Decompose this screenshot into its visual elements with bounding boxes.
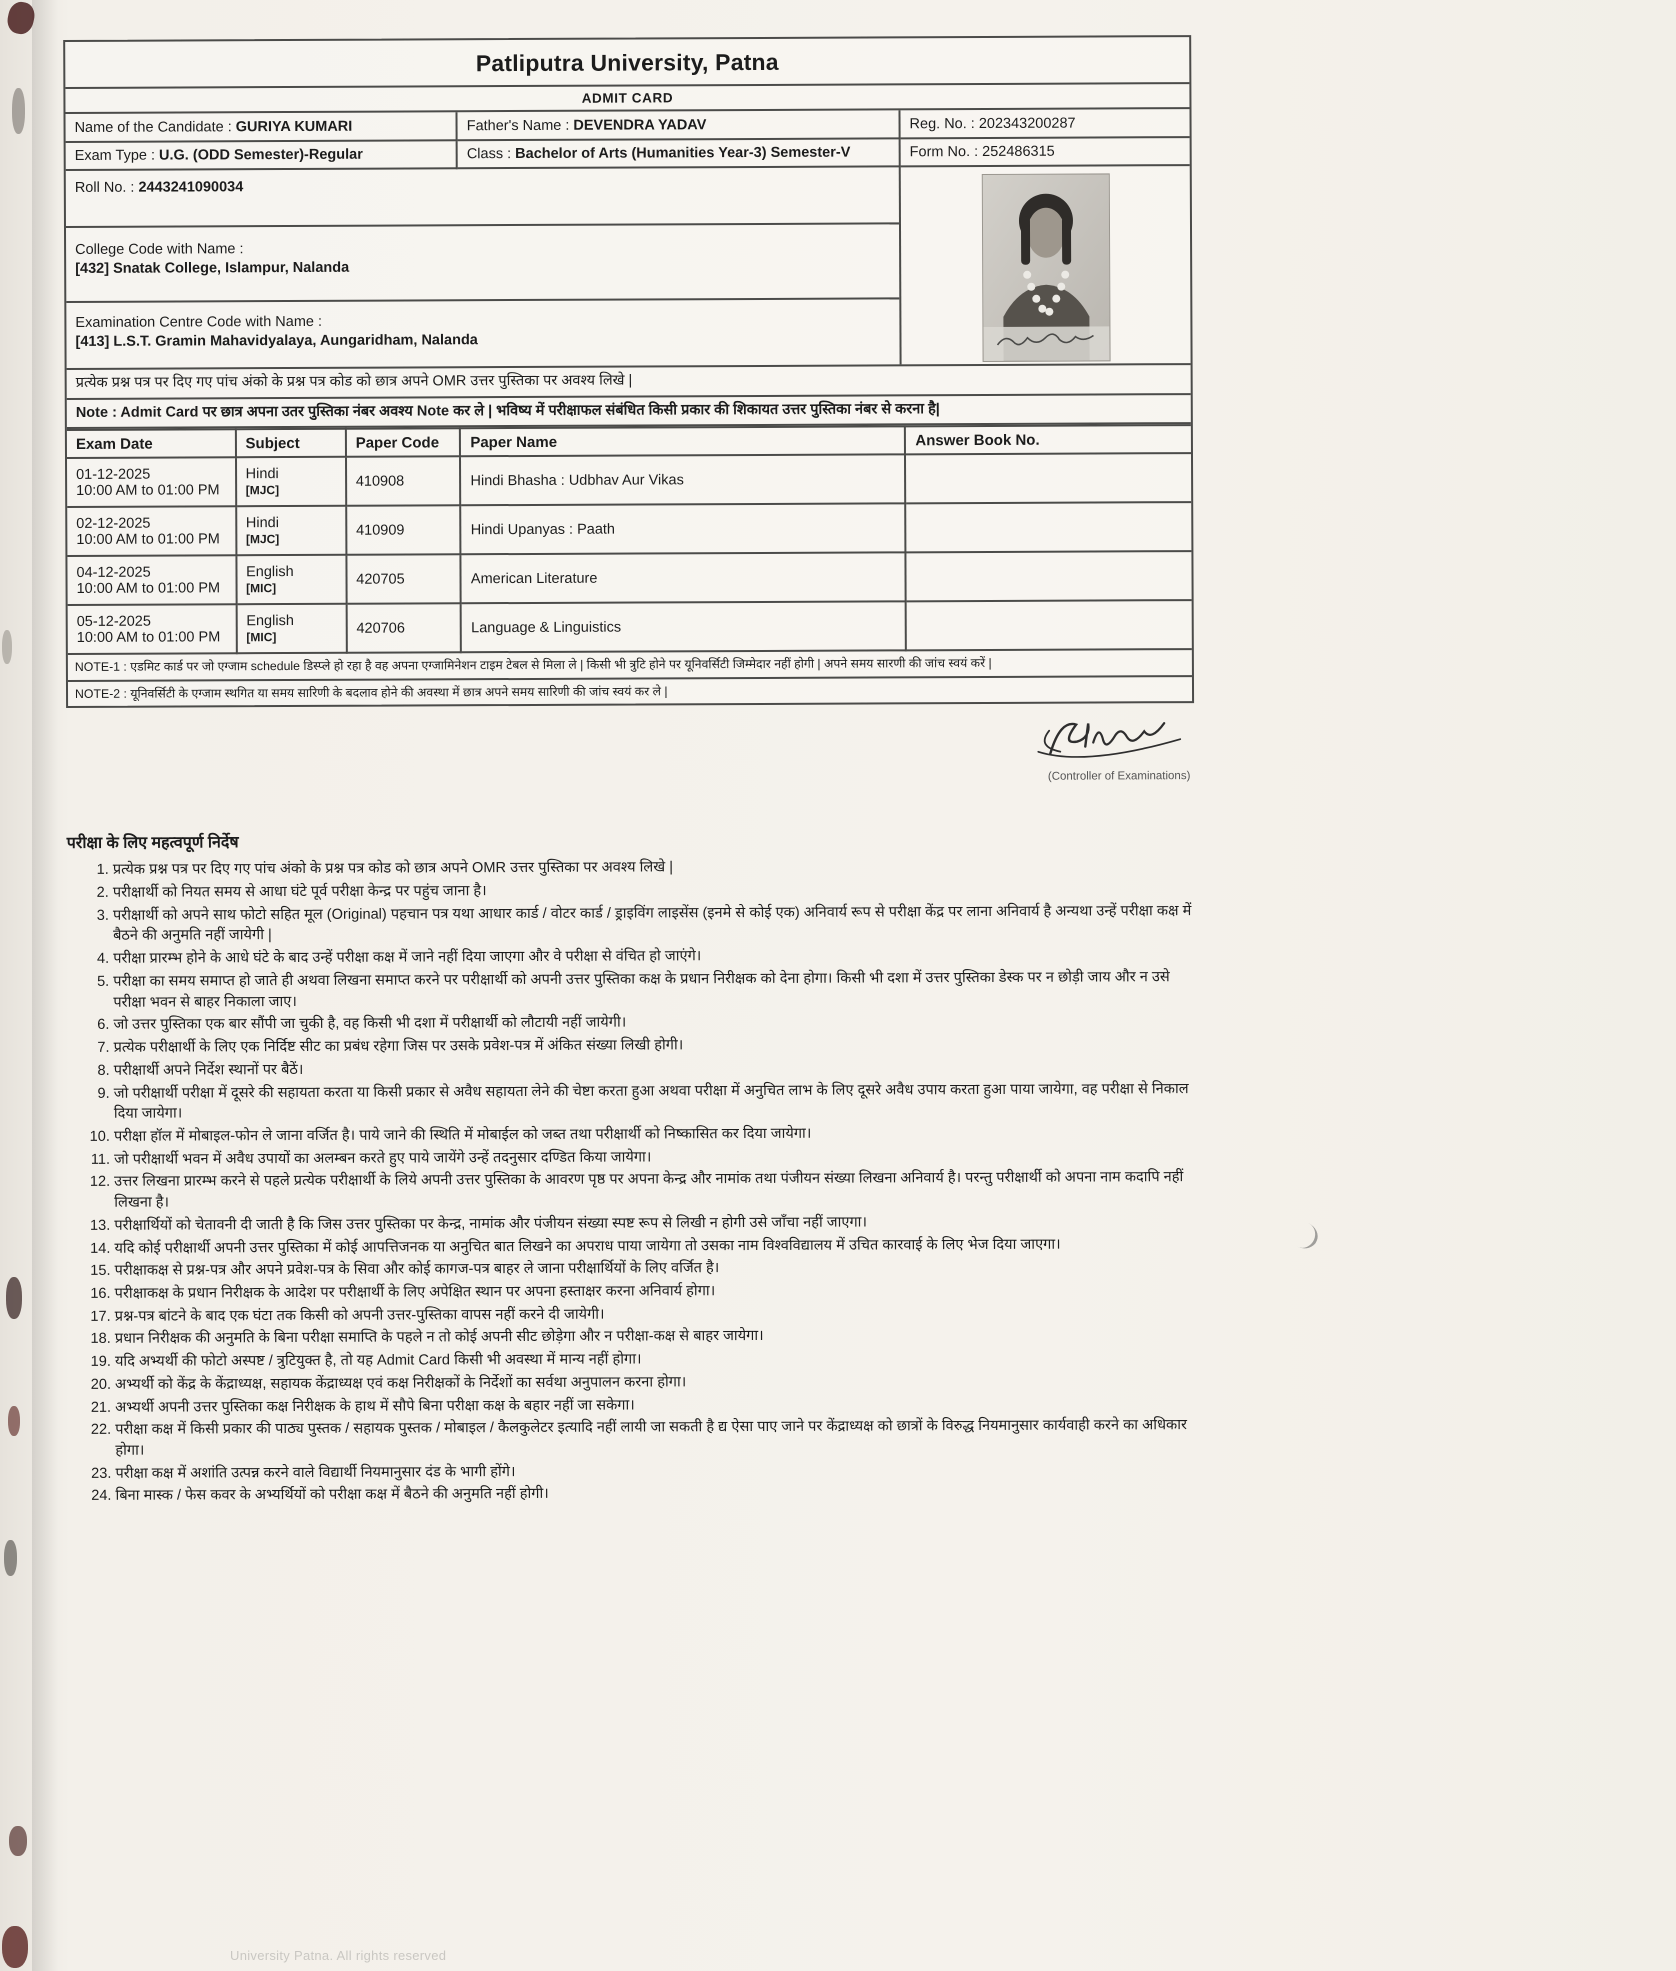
father-name-label: Father's Name :	[466, 117, 570, 134]
answer-book-cell	[905, 453, 1191, 503]
paper-name-cell: Language & Linguistics	[461, 601, 906, 652]
father-name-value: DEVENDRA YADAV	[573, 116, 707, 134]
instruction-item: 20. अभ्यर्थी को केंद्र के केंद्राध्यक्ष, सहायक केंद्राध्यक्ष एवं कक्ष निरीक्षकों के निर्देशों का सर्वथा अनुपालन करना होगा।	[115, 1370, 1197, 1395]
instruction-item: 9. जो परीक्षार्थी परीक्षा में दूसरे की सहायता करता या किसी प्रकार से अवैध सहायता लेने की चेष्टा करता हुआ अथवा परीक्षा में अनुचित लाभ के लिए दूसरे अवैध उपाय करता हुआ पाया जायेगा, वह परीक्षा से निकाल दिया जायेगा।	[114, 1079, 1196, 1125]
instruction-item: 19. यदि अभ्यर्थी की फोटो अस्पष्ट / त्रुटियुक्त है, तो यह Admit Card किसी भी अवस्था में मान्य नहीं होगा।	[115, 1347, 1197, 1372]
reg-no-value: 202343200287	[978, 115, 1076, 132]
admit-card	[63, 35, 1194, 708]
instruction-item: 10. परीक्षा हॉल में मोबाइल-फोन ले जाना वर्जित है। पाये जाने की स्थिति में मोबाईल को जब्त तथा परीक्षार्थी को निष्कासित कर दिया जायेगा।	[114, 1122, 1196, 1147]
instruction-item: 8. परीक्षार्थी अपने निर्देश स्थानों पर बैठें।	[114, 1056, 1196, 1081]
exam-time: 10:00 AM to 01:00 PM	[76, 481, 220, 499]
paper-code-cell: 420706	[346, 603, 461, 652]
instruction-item: 15. परीक्षाकक्ष से प्रश्न-पत्र और अपने प्रवेश-पत्र के सिवा और कोई कागज-पत्र बाहर ले जाना परीक्षार्थियों के लिए वर्जित है।	[115, 1256, 1197, 1281]
paper-name-cell: Hindi Upanyas : Paath	[461, 503, 906, 554]
instruction-item: 3. परीक्षार्थी को अपने साथ फोटो सहित मूल (Original) पहचान पत्र यथा आधार कार्ड / वोटर कार्ड / ड्राइविंग लाइसेंस (इनमे से कोई एक) अनिवार्य रूप से परीक्षा केंद्र पर लाना अनिवार्य है अन्यथा उन्हें परीक्षा कक्ष में बैठने की अनुमति नहीं जायेगी |	[113, 901, 1195, 947]
scan-mark	[12, 88, 25, 134]
subject: Hindi	[245, 515, 279, 532]
form-no-label: Form No. :	[909, 144, 979, 161]
candidate-photo	[982, 174, 1109, 361]
exam-date-cell	[67, 457, 236, 507]
exam-type-label: Exam Type :	[74, 147, 156, 164]
table-row	[67, 551, 1191, 605]
subject-cell	[236, 604, 346, 653]
instruction-item: 21. अभ्यर्थी अपनी उत्तर पुस्तिका कक्ष निरीक्षक के हाथ में सौपे बिना परीक्षा कक्ष के बहार नहीं जा सकेगा।	[115, 1393, 1197, 1418]
instruction-item: 4. परीक्षा प्रारम्भ होने के आधे घंटे के बाद उन्हें परीक्षा कक्ष में जाने नहीं दिया जाएगा और वे परीक्षा से वंचित हो जाएंगे।	[113, 944, 1195, 969]
exam-date: 05-12-2025	[76, 613, 151, 630]
paper-code-cell: 420705	[346, 554, 461, 603]
table-row	[67, 502, 1191, 556]
note-2: NOTE-2 : यूनिवर्सिटी के एग्जाम स्थगित या समय सारिणी के बदलाव होने की अवस्था में छात्र अपने समय सारिणी की जांच स्वयं कर ले |	[74, 684, 668, 701]
class-value: Bachelor of Arts (Humanities Year-3) Semester-V	[515, 144, 851, 163]
header-paper-code: Paper Code	[346, 428, 461, 456]
subject: English	[246, 564, 294, 581]
pen-mark	[1284, 1217, 1322, 1253]
roll-no-label: Roll No. :	[74, 179, 135, 196]
subject-tag: [MIC]	[246, 630, 277, 645]
exam-time: 10:00 AM to 01:00 PM	[76, 530, 220, 548]
class-cell	[457, 138, 900, 168]
class-label: Class :	[466, 146, 512, 163]
instruction-item: 23. परीक्षा कक्ष में अशांति उत्पन्न करने वाले विद्यार्थी नियमानुसार दंड के भागी होंगे।	[115, 1459, 1197, 1484]
scan-mark	[9, 1826, 27, 1856]
subject-tag: [MJC]	[245, 532, 280, 547]
instruction-item: 1. प्रत्येक प्रश्न पत्र पर दिए गए पांच अंको के प्रश्न पत्र कोड को छात्र अपने OMR उत्तर पुस्तिका पर अवश्य लिखे |	[113, 855, 1195, 880]
controller-signature-block	[66, 711, 1194, 787]
paper-code-cell: 410908	[346, 456, 461, 505]
roll-no-value: 2443241090034	[138, 179, 244, 196]
photo-cell	[899, 166, 1191, 364]
exam-time: 10:00 AM to 01:00 PM	[76, 628, 221, 646]
college-value: [432] Snatak College, Islampur, Nalanda	[75, 259, 350, 277]
exam-date: 01-12-2025	[76, 466, 151, 483]
answer-book-cell	[906, 600, 1192, 650]
subject: Hindi	[245, 466, 279, 483]
paper-name-cell: Hindi Bhasha : Udbhav Aur Vikas	[460, 454, 905, 505]
admit-card-note: Note : Admit Card पर छात्र अपना उतर पुस्तिका नंबर अवश्य Note कर ले | भविष्य में परीक्षाफल संबंधित किसी प्रकार की शिकायत उत्तर पुस्तिका नंबर से करना है|	[67, 395, 1191, 429]
instruction-item: 12. उत्तर लिखना प्रारम्भ करने से पहले प्रत्येक परीक्षार्थी के लिये अपनी उत्तर पुस्तिका के आवरण पृष्ठ पर अपना केन्द्र और नामांक तथा पंजीयन संख्या लिखना अनिवार्य है। परन्तु परीक्षार्थी को अपना नाम कदापि नहीं लिखना है।	[114, 1167, 1196, 1213]
exam-date: 02-12-2025	[76, 515, 151, 532]
exam-time: 10:00 AM to 01:00 PM	[76, 579, 221, 597]
paper-name-cell: American Literature	[461, 552, 906, 603]
exam-centre-label: Examination Centre Code with Name :	[75, 313, 323, 331]
form-no-value: 252486315	[982, 143, 1055, 160]
instructions-section	[67, 826, 1198, 1507]
instructions-title: परीक्षा के लिए महत्वपूर्ण निर्देष	[66, 834, 239, 853]
header-subject: Subject	[235, 429, 345, 457]
candidate-name-value: GURIYA KUMARI	[235, 118, 353, 135]
exam-date: 04-12-2025	[76, 564, 151, 581]
exam-schedule-table	[67, 424, 1192, 655]
instruction-item: 2. परीक्षार्थी को नियत समय से आधा घंटे पूर्व परीक्षा केन्द्र पर पहुंच जाना है।	[113, 878, 1195, 903]
instruction-item: 17. प्रश्न-पत्र बांटने के बाद एक घंटा तक किसी को अपनी उत्तर-पुस्तिका वापस नहीं करने दी जायेगी।	[115, 1302, 1197, 1327]
exam-type-value: U.G. (ODD Semester)-Regular	[158, 146, 363, 164]
signature-caption: (Controller of Examinations)	[1047, 770, 1191, 784]
university-title: Patliputra University, Patna	[475, 48, 779, 77]
scan-crease	[32, 0, 58, 1971]
subject-cell	[236, 457, 346, 506]
instruction-item: 22. परीक्षा कक्ष में किसी प्रकार की पाठ्य पुस्तक / सहायक पुस्तक / मोबाइल / कैलकुलेटर इत्यादि नहीं लायी जा सकती है द्य ऐसा पाए जाने पर केंद्राध्यक्ष को छात्रों के विरुद्ध नियमानुसार कार्यवाही करने का अधिकार होगा।	[115, 1415, 1197, 1461]
omr-note: प्रत्येक प्रश्न पत्र पर दिए गए पांच अंको के प्रश्न पत्र कोड को छात्र अपने OMR उत्तर पुस्तिका पर अवश्य लिखे |	[67, 365, 1191, 399]
header-exam-date: Exam Date	[67, 429, 236, 458]
candidate-info-table	[65, 109, 1189, 171]
form-no-cell	[900, 137, 1190, 166]
exam-type-cell	[66, 140, 457, 170]
instruction-item: 18. प्रधान निरीक्षक की अनुमति के बिना परीक्षा समाप्ति के पहले न तो कोई अपनी सीट छोड़ेगा और न परीक्षा-कक्ष से बाहर जायेगा।	[115, 1324, 1197, 1349]
subject-tag: [MJC]	[245, 483, 280, 498]
college-label: College Code with Name :	[75, 241, 244, 258]
subject-cell	[236, 555, 346, 604]
scan-mark	[2, 1926, 28, 1968]
instruction-item: 7. प्रत्येक परीक्षार्थी के लिए एक निर्दिष्ट सीट का प्रबंध रहेगा जिस पर उसके प्रवेश-पत्र में अंकित संख्या लिखी होगी।	[114, 1033, 1196, 1058]
instruction-item: 6. जो उत्तर पुस्तिका एक बार सौंपी जा चुकी है, वह किसी भी दशा में परीक्षार्थी को लौटायी नहीं जायेगी।	[113, 1010, 1195, 1035]
card-title: ADMIT CARD	[65, 82, 1189, 114]
instruction-item: 11. जो परीक्षार्थी भवन में अवैध उपायों का अलम्बन करते हुए पाये जायेंगे उन्हें तदनुसार दण्डित किया जायेगा।	[114, 1145, 1196, 1170]
candidate-name-label: Name of the Candidate :	[74, 118, 232, 136]
reg-no-cell	[899, 109, 1189, 138]
instruction-item: 14. यदि कोई परीक्षार्थी अपनी उत्तर पुस्तिका में कोई आपत्तिजनक या अनुचित बात लिखने का अपराध पाया जायेगा तो उसका नाम विश्वविद्यालय में उचित कारवाई के लिए भेज दिया जाएगा।	[114, 1234, 1196, 1259]
college-row	[66, 224, 899, 303]
subject: English	[246, 613, 294, 630]
table-row	[67, 453, 1191, 507]
paper-code-cell: 410909	[346, 505, 461, 554]
exam-date-cell	[67, 555, 236, 605]
instruction-item: 16. परीक्षाकक्ष के प्रधान निरीक्षक के आदेश पर परीक्षार्थी के लिए अपेक्षित स्थान पर अपना हस्ताक्षर करना अनिवार्य होगा।	[115, 1279, 1197, 1304]
instruction-item: 13. परीक्षार्थियों को चेतावनी दी जाती है कि जिस उत्तर पुस्तिका पर केन्द्र, नामांक और पंजीयन संख्या स्पष्ट रूप से लिखी न होगी उसे जाँचा नहीं जाएगा।	[114, 1211, 1196, 1236]
roll-photo-section	[66, 166, 1191, 370]
instruction-item: 5. परीक्षा का समय समाप्त हो जाते ही अथवा लिखना समाप्त करने पर परीक्षार्थी को अपनी उत्तर पुस्तिका कक्ष के प्रधान निरीक्षक को देना होगा। किसी भी दशा में उत्तर पुस्तिका डेस्क पर न छोड़ी जाय और न उसे परीक्षा भवन से बाहर निकाला जाए।	[113, 967, 1195, 1013]
controller-signature	[1030, 711, 1190, 770]
header-answer-book: Answer Book No.	[905, 425, 1191, 454]
father-name-cell	[457, 110, 900, 140]
admit-card-document	[63, 0, 1198, 1509]
answer-book-cell	[906, 551, 1192, 601]
instructions-list	[67, 855, 1198, 1507]
exam-centre-row	[66, 299, 899, 368]
header-paper-name: Paper Name	[460, 426, 905, 456]
candidate-name-cell	[65, 112, 456, 142]
reg-no-label: Reg. No. :	[909, 115, 975, 132]
scan-mark	[8, 1406, 20, 1436]
scan-mark	[6, 1277, 22, 1319]
answer-book-cell	[906, 502, 1192, 552]
subject-tag: [MIC]	[246, 581, 277, 596]
scan-mark	[2, 630, 12, 664]
exam-date-cell	[68, 604, 237, 654]
exam-date-cell	[67, 506, 236, 556]
roll-details	[66, 167, 900, 368]
page-footer: University Patna. All rights reserved	[230, 1948, 447, 1963]
scan-mark	[4, 1540, 17, 1576]
subject-cell	[236, 506, 346, 555]
roll-no-row	[66, 167, 899, 228]
exam-centre-value: [413] L.S.T. Gramin Mahavidyalaya, Aungaridham, Nalanda	[75, 332, 478, 350]
note-1: NOTE-1 : एडमिट कार्ड पर जो एग्जाम schedule डिस्प्ले हो रहा है वह अपना एग्जामिनेशन टाइम टेबल से मिला ले | किसी भी त्रुटि होने पर यूनिवर्सिटी जिम्मेदार नहीं होगी | अपने समय सारणी की जांच स्वयं करें |	[68, 650, 1192, 681]
table-row	[68, 600, 1192, 654]
instruction-item: 24. बिना मास्क / फेस कवर के अभ्यर्थियों को परीक्षा कक्ष में बैठने की अनुमति नहीं होगी।	[115, 1482, 1197, 1507]
